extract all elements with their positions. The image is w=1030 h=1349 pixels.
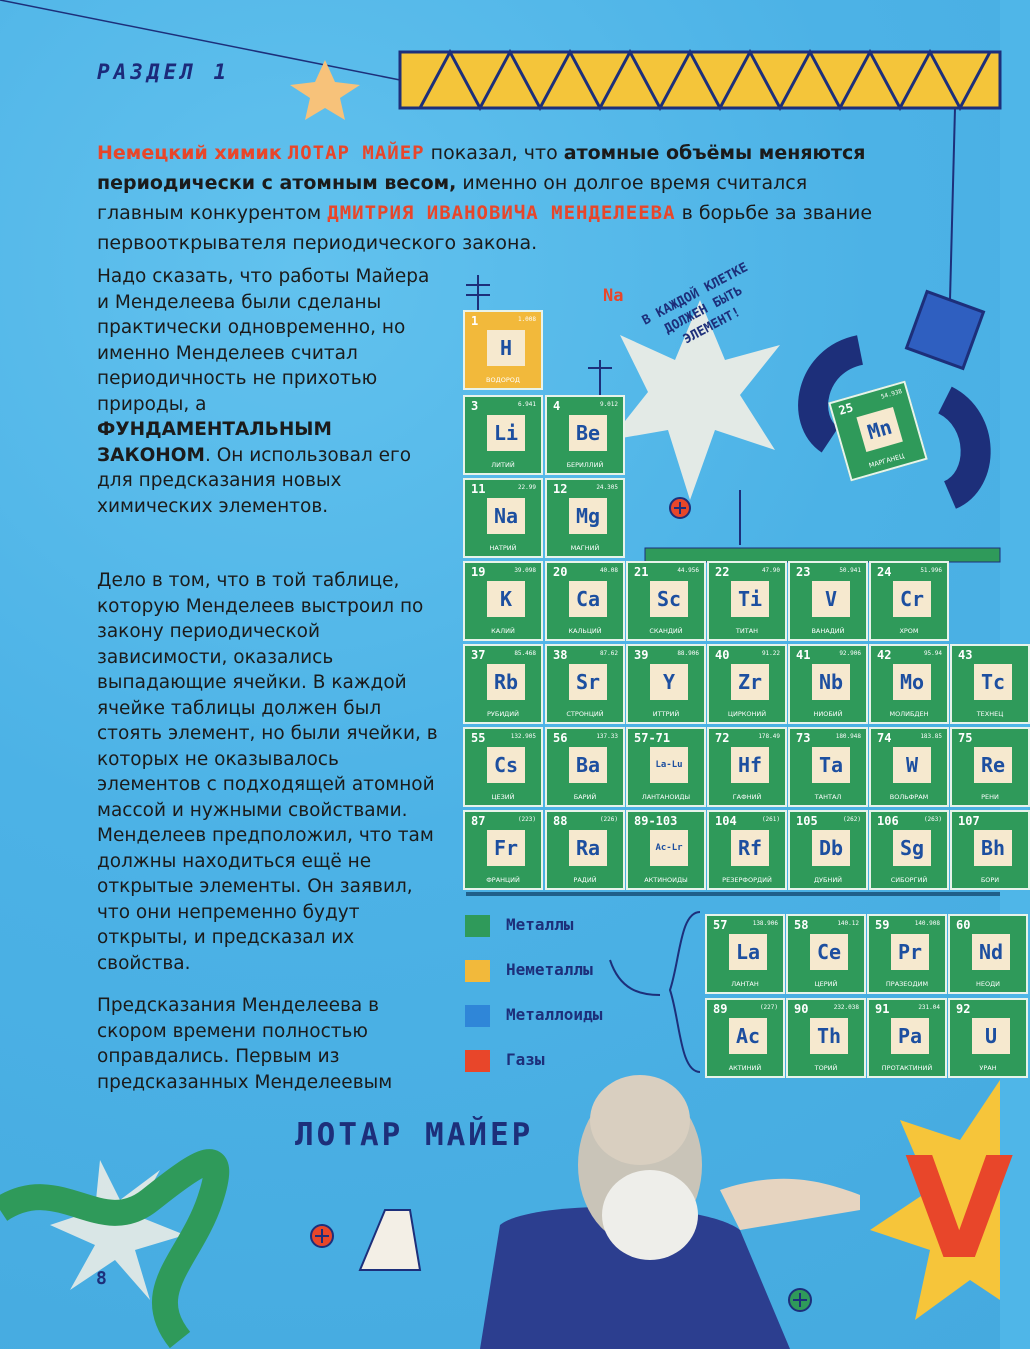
element-cell: [545, 644, 625, 724]
element-cell: [626, 644, 706, 724]
element-number: 43: [958, 648, 973, 662]
element-cell: [786, 914, 866, 994]
element-name: РУБИДИЙ: [486, 710, 519, 718]
element-number: 42: [877, 648, 892, 662]
element-cell: [463, 310, 543, 390]
element-mass: 183.85: [920, 733, 942, 740]
star-note: В КАЖДОЙ КЛЕТКЕ ДОЛЖЕН БЫТЬ ЭЛЕМЕНТ!: [639, 260, 751, 348]
element-number: 4: [553, 399, 561, 413]
element-number: 38: [553, 648, 568, 662]
element-cell: [463, 727, 543, 807]
element-cell: [463, 395, 543, 475]
element-symbol: Db: [812, 830, 850, 866]
element-number: 55: [471, 731, 486, 745]
element-symbol: La: [729, 934, 767, 970]
element-number: 90: [794, 1002, 809, 1016]
element-name: ЛАНТАН: [731, 980, 759, 988]
element-symbol: Mn: [856, 407, 902, 452]
paragraph-1-text-a: Надо сказать, что работы Майера и Менделеева были сделаны практически одновременно, но именно Менделеев считал периодичность не прихотью природы, а: [97, 266, 430, 415]
element-number: 106: [877, 814, 899, 828]
element-symbol: Nd: [972, 934, 1010, 970]
element-name: ТОРИЙ: [814, 1064, 838, 1072]
element-name: ПРОТАКТИНИЙ: [881, 1064, 933, 1072]
element-cell: [788, 644, 868, 724]
element-cell: [626, 561, 706, 641]
element-number: 104: [715, 814, 737, 828]
element-number: 21: [634, 565, 649, 579]
element-mass: 9.012: [599, 401, 618, 408]
page-number: 8: [96, 1268, 107, 1289]
element-number: 88: [553, 814, 568, 828]
element-number: 24: [877, 565, 892, 579]
element-number: 11: [471, 482, 486, 496]
element-name: НИОБИЙ: [813, 710, 843, 718]
element-number: 41: [796, 648, 811, 662]
element-cell: [788, 561, 868, 641]
element-mass: 132.905: [510, 733, 536, 740]
element-cell: [869, 810, 949, 890]
element-number: 56: [553, 731, 568, 745]
element-symbol: Mo: [893, 664, 931, 700]
element-symbol: Re: [974, 747, 1012, 783]
element-name: ТЕХНЕЦ: [976, 710, 1004, 718]
element-name: БЕРИЛЛИЙ: [566, 461, 604, 469]
element-symbol: H: [487, 330, 525, 366]
element-name: ЛАНТАНОИДЫ: [641, 793, 691, 801]
element-cell: [705, 998, 785, 1078]
element-symbol: Th: [810, 1018, 848, 1054]
element-symbol: Sg: [893, 830, 931, 866]
intro-paragraph: [97, 138, 887, 258]
element-cell: [869, 561, 949, 641]
element-cell: [463, 561, 543, 641]
element-number: 73: [796, 731, 811, 745]
element-symbol: Zr: [731, 664, 769, 700]
element-symbol: W: [893, 747, 931, 783]
element-symbol: Na: [487, 498, 525, 534]
intro-text-a: показал, что: [424, 142, 564, 164]
section-label: РАЗДЕЛ 1: [97, 60, 231, 84]
element-mass: 232.038: [833, 1004, 859, 1011]
element-number: 23: [796, 565, 811, 579]
element-name: РАДИЙ: [573, 876, 597, 884]
element-mass: 92.906: [839, 650, 861, 657]
legend-swatch: [465, 915, 490, 937]
element-name: ЦЕРИЙ: [814, 980, 838, 988]
element-cell: [948, 914, 1028, 994]
element-mass: (226): [599, 816, 618, 823]
legend-swatch: [465, 1005, 490, 1027]
element-mass: 54.938: [880, 387, 903, 401]
element-cell: [869, 727, 949, 807]
element-cell: [626, 810, 706, 890]
element-number: 1: [471, 314, 479, 328]
element-symbol: Rf: [731, 830, 769, 866]
element-cell: [545, 727, 625, 807]
element-mass: 50.941: [839, 567, 861, 574]
element-symbol: Ti: [731, 581, 769, 617]
element-symbol: Pa: [891, 1018, 929, 1054]
sparkle-icon: [290, 60, 360, 120]
element-mass: 47.90: [761, 567, 780, 574]
intro-bold: атомные объёмы меняются периодически с атомным весом,: [97, 142, 866, 194]
element-number: 60: [956, 918, 971, 932]
element-mass: 88.906: [677, 650, 699, 657]
element-cell: [707, 561, 787, 641]
element-mass: 51.996: [920, 567, 942, 574]
intro-text-c: в борьбе за звание первооткрывателя периодического закона.: [97, 202, 873, 254]
element-symbol: Cs: [487, 747, 525, 783]
element-name: НЕОДИ: [975, 980, 1001, 988]
element-name: УРАН: [979, 1064, 997, 1072]
intro-meyer-name: ЛОТАР МАЙЕР: [287, 142, 425, 164]
element-number: 37: [471, 648, 486, 662]
element-cell: [867, 914, 947, 994]
element-symbol: Fr: [487, 830, 525, 866]
element-cell: [788, 810, 868, 890]
paragraph-1-bold: ФУНДАМЕНТАЛЬНЫМ ЗАКОНОМ: [97, 419, 332, 466]
element-name: МАРГАНЕЦ: [867, 451, 906, 470]
element-symbol: Li: [487, 415, 525, 451]
element-symbol: Ta: [812, 747, 850, 783]
element-symbol: Ba: [569, 747, 607, 783]
element-name: ЦЕЗИЙ: [491, 793, 515, 801]
element-cell: [707, 810, 787, 890]
element-mass: 140.12: [837, 920, 859, 927]
floating-symbol: Na: [603, 286, 624, 306]
element-number: 72: [715, 731, 730, 745]
element-name: ФРАНЦИЙ: [486, 876, 520, 884]
element-mass: 87.62: [599, 650, 618, 657]
element-cell: [545, 478, 625, 558]
element-number: 40: [715, 648, 730, 662]
element-cell: [463, 644, 543, 724]
element-name: МАГНИЙ: [570, 544, 600, 552]
element-symbol: Hf: [731, 747, 769, 783]
element-symbol: Be: [569, 415, 607, 451]
element-mass: 22.99: [517, 484, 536, 491]
element-number: 39: [634, 648, 649, 662]
element-mass: (262): [842, 816, 861, 823]
legend-swatch: [465, 960, 490, 982]
element-name: ВАНАДИЙ: [811, 627, 845, 635]
legend-label: Газы: [506, 1050, 545, 1069]
element-name: АКТИНИЙ: [728, 1064, 762, 1072]
element-number: 22: [715, 565, 730, 579]
element-number: 92: [956, 1002, 971, 1016]
element-cell: [788, 727, 868, 807]
element-number: 20: [553, 565, 568, 579]
element-symbol: Nb: [812, 664, 850, 700]
element-number: 25: [837, 400, 855, 418]
element-name: СКАНДИЙ: [649, 627, 683, 635]
element-mass: 95.94: [923, 650, 942, 657]
element-name: СИБОРГИЙ: [890, 876, 928, 884]
element-symbol: Ac-Lr: [650, 830, 688, 866]
element-name: РЕНИ: [981, 793, 999, 801]
element-mass: 178.49: [758, 733, 780, 740]
paragraph-2: Дело в том, что в той таблице, которую Менделеев выстроил по закону периодической зависимости, оказались выпадающие ячейки. В каждой ячейке таблицы должен был стоять элемент, но были ячейки, в которых не оказывалось элементов с подходящей атомной массой и нужными свойствами. Менделеев предположил, что там должны находиться ещё не открытые элементы. Он заявил, что они непременно будут открыты, и предсказал их свойства.: [97, 570, 438, 974]
element-symbol: Ac: [729, 1018, 767, 1054]
legend-label: Металлоиды: [506, 1005, 603, 1024]
legend-label: Металлы: [506, 915, 574, 934]
element-mass: 137.33: [596, 733, 618, 740]
element-number: 74: [877, 731, 892, 745]
element-mass: 85.468: [514, 650, 536, 657]
element-name: ЦИРКОНИЙ: [727, 710, 767, 718]
paragraph-1-text-b: . Он использовал его для предсказания новых химических элементов.: [97, 444, 412, 517]
legend-swatch: [465, 1050, 490, 1072]
element-symbol: Pr: [891, 934, 929, 970]
element-mass: 39.098: [514, 567, 536, 574]
element-symbol: K: [487, 581, 525, 617]
element-number: 89: [713, 1002, 728, 1016]
element-number: 107: [958, 814, 980, 828]
plus-icon: [789, 1289, 811, 1311]
element-symbol: V: [812, 581, 850, 617]
element-cell: [948, 998, 1028, 1078]
element-name: ИТТРИЙ: [652, 710, 680, 718]
plus-icon: [311, 1225, 333, 1247]
element-number: 89-103: [634, 814, 678, 828]
element-number: 19: [471, 565, 486, 579]
element-mass: 6.941: [517, 401, 536, 408]
element-number: 57: [713, 918, 728, 932]
element-symbol: Bh: [974, 830, 1012, 866]
element-name: ВОЛЬФРАМ: [889, 793, 929, 801]
element-mass: 40.08: [599, 567, 618, 574]
element-number: 91: [875, 1002, 890, 1016]
element-name: НАТРИЙ: [489, 544, 517, 552]
element-number: 58: [794, 918, 809, 932]
element-number: 75: [958, 731, 973, 745]
element-name: ВОДОРОД: [486, 376, 520, 384]
element-mass: 91.22: [761, 650, 780, 657]
element-name: МОЛИБДЕН: [889, 710, 929, 718]
element-symbol: Cr: [893, 581, 931, 617]
element-number: 87: [471, 814, 486, 828]
intro-text-b: именно он долгое время считался главным конкурентом: [97, 172, 808, 224]
decor-letter: V: [905, 1128, 1014, 1291]
element-mass: (227): [759, 1004, 778, 1011]
element-mass: 140.908: [914, 920, 940, 927]
element-name: ПРАЗЕОДИМ: [885, 980, 929, 988]
element-name: СТРОНЦИЙ: [566, 710, 604, 718]
element-symbol: Ce: [810, 934, 848, 970]
element-mass: 24.305: [596, 484, 618, 491]
element-mass: 180.948: [835, 733, 861, 740]
element-mass: (223): [517, 816, 536, 823]
element-name: ЛИТИЙ: [491, 461, 515, 469]
element-name: БОРИ: [980, 876, 1000, 884]
element-cell: [950, 644, 1030, 724]
element-name: АКТИНОИДЫ: [644, 876, 688, 884]
element-cell: [463, 478, 543, 558]
legend-label: Неметаллы: [506, 960, 593, 979]
element-number: 105: [796, 814, 818, 828]
element-number: 3: [471, 399, 479, 413]
element-number: 57-71: [634, 731, 671, 745]
element-symbol: Ca: [569, 581, 607, 617]
element-name: РЕЗЕРФОРДИЙ: [722, 876, 772, 884]
element-name: ДУБНИЙ: [813, 876, 843, 884]
element-mass: (261): [761, 816, 780, 823]
element-symbol: La-Lu: [650, 747, 688, 783]
element-mass: 138.906: [752, 920, 778, 927]
bracket-shape: [670, 912, 700, 1072]
element-symbol: Mg: [569, 498, 607, 534]
element-cell: [545, 561, 625, 641]
element-cell: [545, 810, 625, 890]
element-mass: (263): [923, 816, 942, 823]
element-number: 12: [553, 482, 568, 496]
element-cell: [950, 727, 1030, 807]
element-cell: [707, 644, 787, 724]
element-name: ТАНТАЛ: [814, 793, 842, 801]
element-cell: [786, 998, 866, 1078]
element-cell: [869, 644, 949, 724]
portrait-caption: ЛОТАР МАЙЕР: [295, 1117, 534, 1153]
element-symbol: Tc: [974, 664, 1012, 700]
intro-mendeleev-name: ДМИТРИЯ ИВАНОВИЧА МЕНДЕЛЕЕВА: [327, 202, 676, 224]
element-name: ГАФНИЙ: [732, 793, 762, 801]
element-cell: [463, 810, 543, 890]
element-cell: [705, 914, 785, 994]
element-name: ТИТАН: [735, 627, 759, 635]
plus-icon: [670, 498, 690, 518]
paragraph-3: Предсказания Менделеева в скором времени полностью оправдались. Первым из предсказанных Менделеевым: [97, 995, 393, 1093]
element-symbol: U: [972, 1018, 1010, 1054]
table-baseline: [466, 892, 1000, 896]
element-name: БАРИЙ: [573, 793, 597, 801]
element-name: КАЛЬЦИЙ: [568, 627, 602, 635]
element-cell: [950, 810, 1030, 890]
paragraph-1: [97, 264, 442, 519]
element-symbol: Sc: [650, 581, 688, 617]
element-cell: [867, 998, 947, 1078]
element-mass: 44.956: [677, 567, 699, 574]
element-symbol: Rb: [487, 664, 525, 700]
element-cell: [707, 727, 787, 807]
element-symbol: Y: [650, 664, 688, 700]
element-symbol: Ra: [569, 830, 607, 866]
element-name: КАЛИЙ: [491, 627, 515, 635]
element-symbol: Sr: [569, 664, 607, 700]
element-cell: [626, 727, 706, 807]
element-number: 59: [875, 918, 890, 932]
element-mass: 231.04: [918, 1004, 940, 1011]
element-name: ХРОМ: [899, 627, 919, 635]
element-cell: [545, 395, 625, 475]
intro-chemist: Немецкий химик: [97, 142, 282, 164]
element-mass: 1.008: [517, 316, 536, 323]
